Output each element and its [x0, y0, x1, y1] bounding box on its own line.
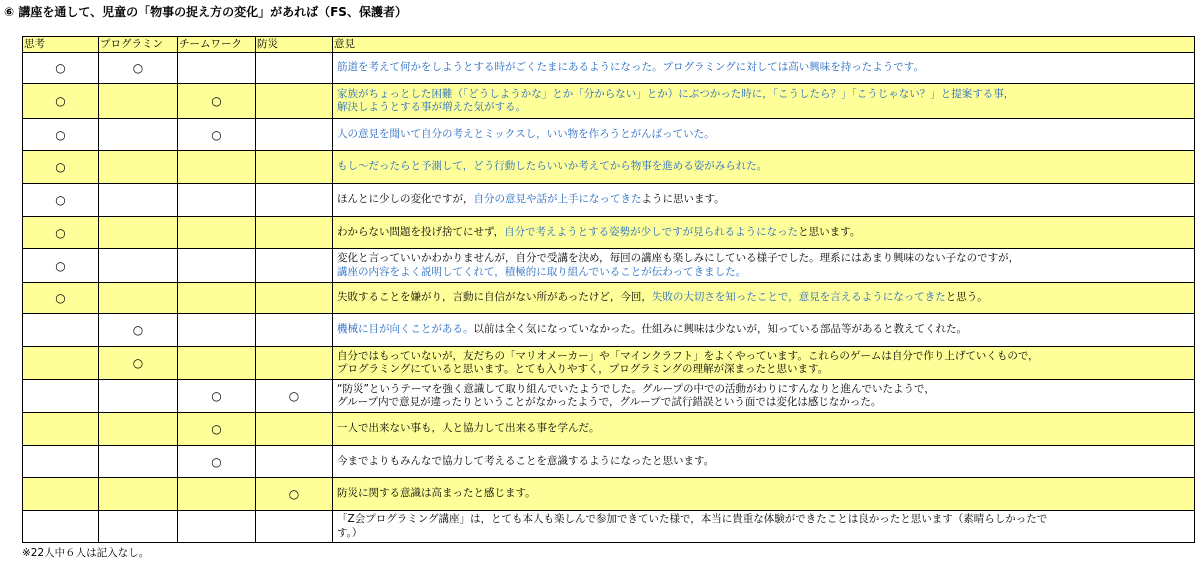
- header-opinion: 意見: [333, 37, 1195, 53]
- opinion-text: 変化と言っていいかわかりませんが，自分で受講を決め，毎回の講座も楽しみにしている様子でした。理系にはあまり興味のない子なのですが，: [337, 252, 1020, 264]
- mark-cell: [99, 380, 178, 413]
- circle-mark: ○: [211, 94, 222, 108]
- mark-cell: [178, 184, 256, 217]
- circle-mark: ○: [55, 160, 66, 174]
- mark-cell: [178, 446, 256, 478]
- mark-cell: [99, 283, 178, 314]
- mark-cell: [256, 84, 333, 119]
- mark-cell: [256, 347, 333, 380]
- opinion-text: 「Z会プログラミング講座」は，とても本人も楽しんで参加できていた様で，本当に貴重な体験ができたことは良かったと思います（素晴らしかったで す。）: [337, 513, 1048, 539]
- opinion-text: 自分の意見や話が上手になってきた: [473, 193, 642, 206]
- table-row: [23, 184, 1195, 217]
- circle-mark: ○: [55, 127, 66, 142]
- opinion-text: 機械に目が向くことがある。: [337, 323, 474, 336]
- mark-cell: [23, 413, 99, 446]
- opinion-cell: [333, 511, 1195, 543]
- mark-cell: [178, 511, 256, 543]
- table-row: [23, 151, 1195, 184]
- mark-cell: [23, 53, 99, 84]
- mark-cell: [178, 84, 256, 119]
- opinion-cell: [333, 184, 1195, 217]
- mark-cell: [256, 184, 333, 217]
- opinion-text: 以前は全く気になっていなかった。仕組みに興味は少ないが，知っている部品等があると教えてくれた。: [473, 323, 967, 336]
- mark-cell: [178, 347, 256, 380]
- opinion-cell: [333, 446, 1195, 478]
- mark-cell: [23, 380, 99, 413]
- mark-cell: [178, 249, 256, 283]
- mark-cell: [23, 84, 99, 119]
- table-row: [23, 511, 1195, 543]
- circle-mark: ○: [288, 389, 300, 403]
- circle-mark: ○: [211, 389, 222, 403]
- mark-cell: [99, 217, 178, 249]
- mark-cell: [256, 249, 333, 283]
- opinion-cell: [333, 53, 1195, 84]
- opinion-cell: [333, 249, 1195, 283]
- mark-cell: [99, 53, 178, 84]
- opinion-text: 講座の内容をよく説明してくれて，積極的に取り組んでいることが伝わってきました。: [337, 265, 747, 278]
- mark-cell: [178, 151, 256, 184]
- mark-cell: [256, 217, 333, 249]
- opinion-text: と思います。: [798, 225, 861, 238]
- circle-mark: ○: [55, 258, 66, 273]
- mark-cell: [23, 511, 99, 543]
- mark-cell: [23, 314, 99, 347]
- circle-mark: ○: [55, 225, 66, 240]
- circle-mark: ○: [55, 94, 66, 108]
- opinion-cell: [333, 380, 1195, 413]
- page-title: ⑥ 講座を通して、児童の「物事の捉え方の変化」があれば（FS、保護者）: [4, 5, 407, 19]
- opinion-text: ように思います。: [641, 193, 725, 206]
- mark-cell: [99, 511, 178, 543]
- table-row: [23, 446, 1195, 478]
- circle-mark: ○: [211, 454, 222, 469]
- footnote: ※22人中６人は記入なし。: [22, 547, 150, 559]
- opinion-text: ほんとに少しの変化ですが，: [337, 193, 474, 206]
- mark-cell: [99, 446, 178, 478]
- mark-cell: [256, 314, 333, 347]
- mark-cell: [99, 347, 178, 380]
- opinion-text: 自分で考えようとする姿勢が少しですが見られるようになった: [504, 225, 799, 238]
- mark-cell: [256, 478, 333, 511]
- mark-cell: [256, 119, 333, 151]
- mark-cell: [99, 314, 178, 347]
- mark-cell: [178, 380, 256, 413]
- mark-cell: [23, 217, 99, 249]
- opinion-text: と思う。: [945, 291, 988, 304]
- opinion-cell: [333, 314, 1195, 347]
- mark-cell: [256, 413, 333, 446]
- opinion-table: [22, 36, 1195, 543]
- table-row: [23, 249, 1195, 283]
- opinion-cell: [333, 119, 1195, 151]
- mark-cell: [256, 151, 333, 184]
- opinion-text: 家族がちょっとした困難（「どうしようかな」とか「分からない」とか）にぶつかった時に，「こうしたら？」「こうじゃない？」と提案する事， 解決しようとする事が増えた気がする。: [337, 87, 1015, 113]
- mark-cell: [99, 119, 178, 151]
- mark-cell: [23, 184, 99, 217]
- header-disaster-prevention: 防災: [256, 37, 333, 53]
- circle-mark: ○: [211, 127, 222, 142]
- table-row: [23, 283, 1195, 314]
- circle-mark: ○: [132, 61, 144, 75]
- circle-mark: ○: [211, 422, 222, 436]
- opinion-cell: [333, 347, 1195, 380]
- opinion-cell: [333, 413, 1195, 446]
- mark-cell: [23, 151, 99, 184]
- mark-cell: [23, 347, 99, 380]
- opinion-text: 今までよりもみんなで協力して考えることを意識するようになったと思います。: [337, 454, 715, 467]
- opinion-cell: [333, 151, 1195, 184]
- mark-cell: [23, 478, 99, 511]
- table-row: [23, 314, 1195, 347]
- table-row: [23, 53, 1195, 84]
- mark-cell: [99, 249, 178, 283]
- header-row: [23, 37, 1195, 53]
- mark-cell: [99, 84, 178, 119]
- circle-mark: ○: [132, 323, 144, 337]
- mark-cell: [99, 413, 178, 446]
- mark-cell: [23, 249, 99, 283]
- opinion-cell: [333, 217, 1195, 249]
- mark-cell: [256, 53, 333, 84]
- table-row: [23, 413, 1195, 446]
- opinion-text: 人の意見を聞いて自分の考えとミックスし，いい物を作ろうとがんばっていた。: [337, 127, 715, 140]
- circle-mark: ○: [55, 61, 66, 75]
- mark-cell: [178, 413, 256, 446]
- mark-cell: [23, 283, 99, 314]
- mark-cell: [99, 478, 178, 511]
- opinion-text: 防災に関する意識は高まったと感じます。: [337, 487, 536, 500]
- mark-cell: [256, 511, 333, 543]
- mark-cell: [23, 119, 99, 151]
- table-row: [23, 478, 1195, 511]
- mark-cell: [99, 184, 178, 217]
- mark-cell: [256, 380, 333, 413]
- mark-cell: [178, 314, 256, 347]
- mark-cell: [178, 283, 256, 314]
- table-row: [23, 119, 1195, 151]
- opinion-text: わからない問題を投げ捨てにせず，: [337, 225, 505, 238]
- opinion-text: もし～だったらと予測して，どう行動したらいいか考えてから物事を進める姿がみられた。: [337, 160, 768, 173]
- opinion-text: 失敗の大切さを知ったことで，意見を言えるようになってきた: [651, 291, 946, 304]
- opinion-cell: [333, 283, 1195, 314]
- table-body: [23, 53, 1195, 543]
- mark-cell: [23, 446, 99, 478]
- circle-mark: ○: [288, 487, 300, 501]
- opinion-text: “防災”というテーマを強く意識して取り組んでいたようでした。グループの中での活動がわりにすんなりと進んでいたようで， グループ内で意見が違ったりということがなかったようで，グループで試行錯誤という面では変化は感じなかった。: [337, 382, 935, 408]
- table-row: [23, 84, 1195, 119]
- circle-mark: ○: [55, 193, 66, 207]
- mark-cell: [178, 217, 256, 249]
- circle-mark: ○: [55, 291, 66, 305]
- opinion-cell: [333, 478, 1195, 511]
- opinion-text: 筋道を考えて何かをしようとする時がごくたまにあるようになった。プログラミングに対しては高い興味を持ったようです。: [337, 61, 924, 74]
- header-teamwork: チームワーク: [178, 37, 256, 53]
- table-row: [23, 380, 1195, 413]
- opinion-text: 失敗することを嫌がり，言動に自信がない所があったけど，今回，: [337, 291, 652, 304]
- header-thinking: 思考: [23, 37, 99, 53]
- opinion-text: 自分ではもっていないが，友だちの「マリオメーカー」や「マインクラフト」をよくやっています。これらのゲームは自分で作り上げていくもので， プログラミングにていると思います。とても入りやすく，プログラミングの理解が深まったと思います。: [337, 349, 1039, 375]
- table-row: [23, 217, 1195, 249]
- header-programming: プログラミン: [99, 37, 178, 53]
- mark-cell: [256, 446, 333, 478]
- circle-mark: ○: [132, 356, 144, 370]
- mark-cell: [178, 478, 256, 511]
- mark-cell: [99, 151, 178, 184]
- mark-cell: [256, 283, 333, 314]
- opinion-cell: [333, 84, 1195, 119]
- opinion-text: 一人で出来ない事も，人と協力して出来る事を学んだ。: [337, 422, 600, 435]
- table-row: [23, 347, 1195, 380]
- mark-cell: [178, 53, 256, 84]
- mark-cell: [178, 119, 256, 151]
